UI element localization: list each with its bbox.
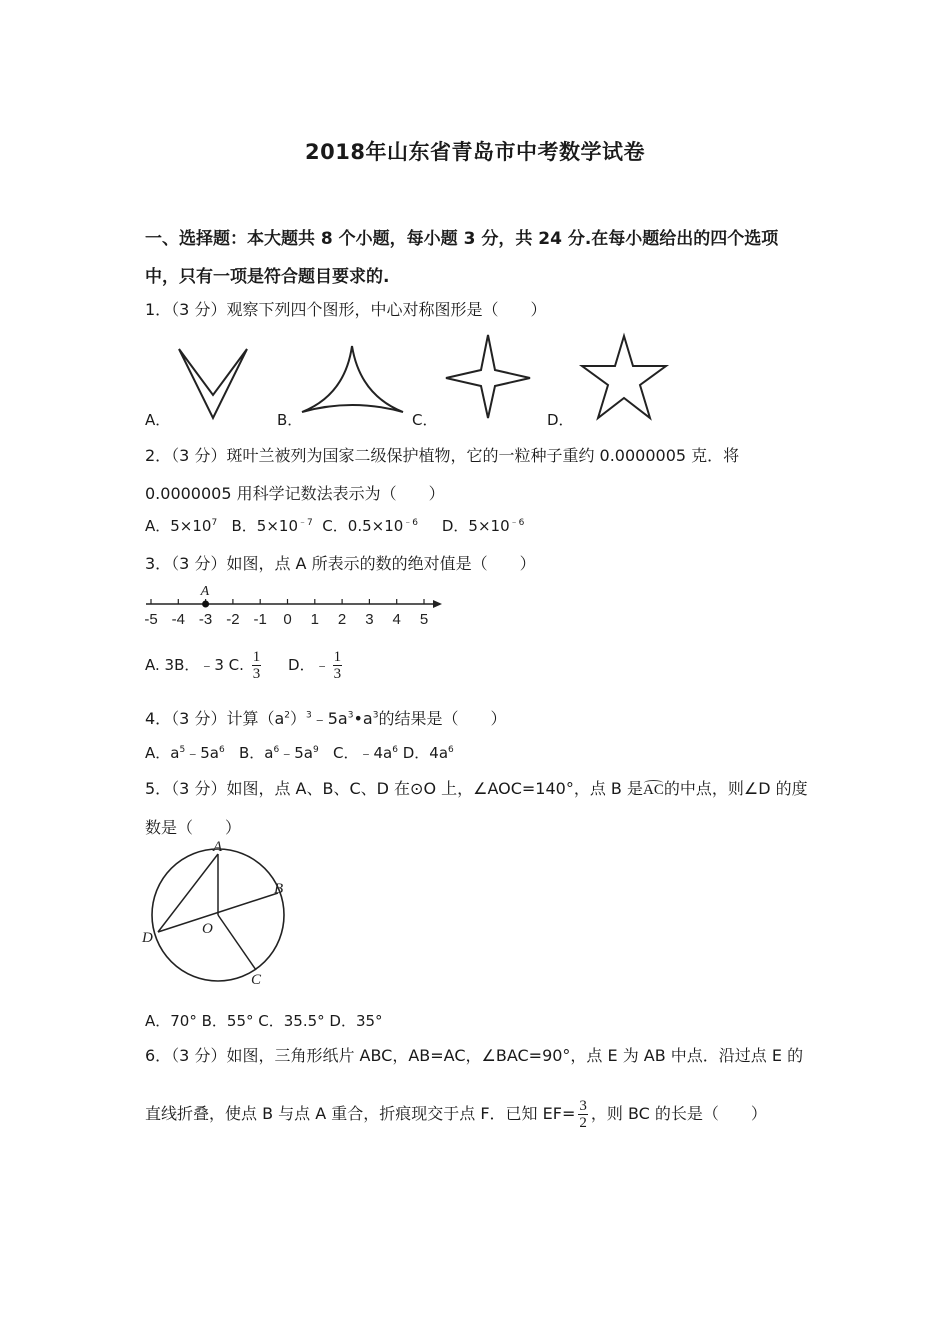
q2-stem-line1: 2．（3 分）斑叶兰被列为国家二级保护植物，它的一粒种子重约 0.0000005 克．将 (145, 446, 740, 465)
q4-stem-e: 的结果是（ ） (378, 709, 507, 728)
number-line-tick-label: 0 (283, 611, 292, 628)
q6-stem-line1: 6．（3 分）如图，三角形纸片 ABC，AB=AC，∠BAC=90°，点 E 为 AB 中点．沿过点 E 的 (145, 1046, 804, 1065)
q4-exp1: 2 (284, 710, 290, 721)
q3-option-c-num: 1 (252, 649, 261, 665)
q4-option-c-exp: 6 (392, 745, 398, 755)
ef-den: 2 (579, 1115, 587, 1131)
ef-fraction (578, 1098, 588, 1131)
q4-option-c: C．﹣4a (333, 744, 393, 762)
q2-stem-line2: 0.0000005 用科学记数法表示为（ ） (145, 484, 445, 503)
fig-label-o: O (202, 921, 213, 937)
q4-option-d-exp: 6 (448, 745, 454, 755)
number-line-tick-label: 2 (337, 611, 347, 628)
q6-stem-a: 直线折叠，使点 B 与点 A 重合，折痕现交于点 F．已知 EF= (145, 1104, 576, 1123)
q4-option-a1: A．a (145, 744, 180, 762)
point-a-label: A (200, 584, 210, 599)
q2-option-a: A．5×10 (145, 517, 212, 535)
section-header-line2: 中，只有一项是符合题目要求的. (145, 267, 390, 287)
q4-exp2: 3 (306, 710, 312, 721)
q1-label-b: B． (277, 411, 303, 429)
q3-option-c-den: 3 (252, 666, 261, 682)
arc-ac-label: AC (643, 782, 664, 798)
q4-exp3: 3 (347, 710, 354, 721)
fig-label-d: D (142, 930, 153, 946)
q1-label-c: C． (412, 411, 438, 429)
q2-option-c: C．0.5×10 (322, 517, 404, 535)
q3-option-d: D．﹣ (288, 656, 330, 674)
q3-option-d-num: 1 (333, 649, 342, 665)
q1-stem: 1．（3 分）观察下列四个图形，中心对称图形是（ ） (145, 300, 547, 319)
q4-option-b-exp2: 9 (312, 745, 319, 755)
q4-option-b1: B．a (239, 744, 274, 762)
q4-exp4: 3 (372, 710, 379, 721)
number-line-tick-label: 5 (419, 611, 429, 628)
q5-stem-line2: 数是（ ） (145, 818, 242, 837)
q5-stem-a: 5．（3 分）如图，点 A、B、C、D 在⊙O 上，∠AOC=140°，点 B 是 (145, 779, 643, 798)
q2-option-a-exp: 7 (211, 518, 218, 528)
number-line-tick-label: 3 (365, 611, 374, 628)
q1-label-a: A． (145, 411, 171, 429)
section-header-line1: 一、选择题：本大题共 8 个小题，每小题 3 分，共 24 分.在每小题给出的四个选项 (145, 229, 779, 249)
q2-option-c-exp: ﹣6 (403, 518, 419, 528)
q4-option-b-exp1: 6 (273, 745, 280, 755)
q3-stem: 3．（3 分）如图，点 A 所表示的数的绝对值是（ ） (145, 554, 536, 573)
q4-option-b2: ﹣5a (279, 744, 313, 762)
number-line-tick-label: -1 (253, 611, 267, 628)
q3-option-ab: A. 3B．﹣3 C. (145, 656, 244, 674)
q4-option-a-exp1: 5 (179, 745, 186, 755)
q6-stem-b: ，则 BC 的长是（ ） (590, 1104, 767, 1123)
q4-stem-a: 4．（3 分）计算（a (145, 709, 285, 728)
q2-option-d: D．5×10 (441, 517, 510, 535)
q1-label-d: D． (547, 411, 574, 429)
number-line-tick-label: -4 (171, 611, 185, 628)
q5-stem-b: 的中点，则∠D 的度 (663, 779, 808, 798)
q2-option-b: B．5×10 (231, 517, 299, 535)
number-line-tick-label: 1 (310, 611, 319, 628)
q5-options: A．70° B．55° C．35.5° D．35° (145, 1012, 383, 1030)
number-line-tick-label: -2 (226, 611, 240, 628)
number-line-tick-label: 4 (392, 611, 401, 628)
q6-stem-line2 (145, 1098, 767, 1131)
fig-label-c: C (251, 972, 262, 988)
q4-option-a-exp2: 6 (218, 745, 225, 755)
number-line-tick-label: -3 (198, 611, 213, 628)
q4-option-a2: ﹣5a (185, 744, 219, 762)
ef-num: 3 (579, 1098, 587, 1114)
q3-option-d-den: 3 (333, 666, 342, 682)
q4-stem-c: ﹣5a (311, 709, 348, 728)
fig-label-b: B (274, 881, 284, 897)
number-line-tick-label: -5 (144, 611, 158, 628)
q2-option-d-exp: ﹣6 (509, 518, 525, 528)
page-title: 2018年山东省青岛市中考数学试卷 (305, 140, 645, 164)
fig-label-a: A (213, 839, 223, 855)
q4-option-d: D．4a (402, 744, 449, 762)
q2-option-b-exp: ﹣7 (298, 518, 313, 528)
q4-stem-b: ） (290, 709, 307, 728)
q4-stem-d: •a (353, 709, 373, 728)
